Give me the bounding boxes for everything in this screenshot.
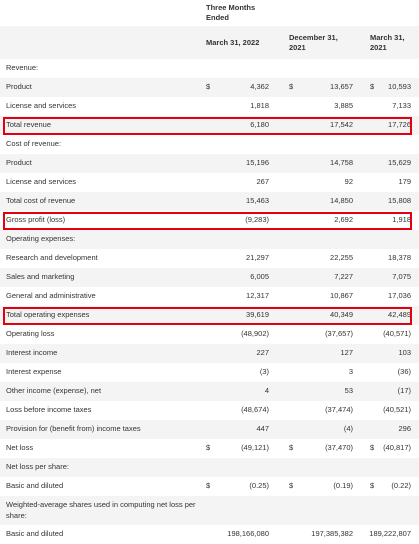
cell-value: 22,255 (330, 253, 353, 262)
cell-value: 92 (344, 177, 353, 186)
row-label: Basic and diluted (6, 529, 64, 538)
cell-value: 4 (264, 386, 269, 395)
cell-value: 17,542 (330, 120, 353, 129)
row-label: Total revenue (6, 120, 52, 129)
cell-value: 6,005 (250, 272, 269, 281)
cell-value: 17,036 (388, 291, 411, 300)
column-header-mar-2022: March 31, 2022 (206, 38, 260, 47)
cell-value: 10,867 (330, 291, 353, 300)
row-label: License and services (6, 101, 77, 110)
currency-symbol: $ (206, 443, 211, 452)
row-label: Sales and marketing (6, 272, 75, 281)
column-header-mar-2021: March 31, 2021 (370, 33, 405, 52)
currency-symbol: $ (289, 481, 294, 490)
table-row (0, 325, 419, 344)
cell-value: (37,657) (325, 329, 353, 338)
row-label: Net loss (6, 443, 34, 452)
cell-value: 40,349 (330, 310, 353, 319)
cell-value: 1,818 (250, 101, 269, 110)
table-row (0, 306, 419, 325)
cell-value: (9,283) (245, 215, 269, 224)
table-row (0, 458, 419, 477)
cell-value: 189,222,807 (369, 529, 411, 538)
cell-value: 10,593 (388, 82, 411, 91)
table-row (0, 439, 419, 458)
cell-value: (0.25) (249, 481, 269, 490)
row-label: Gross profit (loss) (6, 215, 66, 224)
cell-value: 15,196 (246, 158, 269, 167)
table-row (0, 97, 419, 116)
period-header: Three Months Ended (206, 3, 256, 22)
cell-value: 15,629 (388, 158, 411, 167)
cell-value: 267 (256, 177, 269, 186)
cell-value: 179 (398, 177, 411, 186)
row-label: Cost of revenue: (6, 139, 62, 148)
row-label: Operating loss (6, 329, 55, 338)
table-row (0, 192, 419, 211)
cell-value: 12,317 (246, 291, 269, 300)
row-label: Product (6, 82, 32, 91)
cell-value: (37,470) (325, 443, 353, 452)
cell-value: 3 (348, 367, 353, 376)
currency-symbol: $ (370, 443, 375, 452)
cell-value: 42,489 (388, 310, 411, 319)
cell-value: 13,657 (330, 82, 353, 91)
cell-value: 15,463 (246, 196, 269, 205)
row-label: Provision for (benefit from) income taxes (6, 424, 141, 433)
cell-value: 103 (398, 348, 411, 357)
cell-value: (17) (397, 386, 411, 395)
cell-value: 198,166,080 (227, 529, 269, 538)
cell-value: 296 (398, 424, 411, 433)
table-row (0, 230, 419, 249)
row-label: Interest expense (6, 367, 62, 376)
cell-value: 21,297 (246, 253, 269, 262)
row-label: Interest income (6, 348, 58, 357)
table-row (0, 382, 419, 401)
cell-value: 39,619 (246, 310, 269, 319)
table-row (0, 477, 419, 496)
row-label: Operating expenses: (6, 234, 76, 243)
table-row (0, 78, 419, 97)
row-label: Product (6, 158, 32, 167)
currency-symbol: $ (206, 481, 211, 490)
cell-value: 15,808 (388, 196, 411, 205)
cell-value: 447 (256, 424, 269, 433)
cell-value: (3) (259, 367, 269, 376)
cell-value: (40,571) (383, 329, 411, 338)
row-label: Total cost of revenue (6, 196, 76, 205)
row-label: License and services (6, 177, 77, 186)
cell-value: (48,902) (241, 329, 269, 338)
table-row (0, 173, 419, 192)
cell-value: (36) (397, 367, 411, 376)
cell-value: 1,918 (392, 215, 411, 224)
table-row (0, 420, 419, 439)
table-row (0, 211, 419, 230)
row-label: Basic and diluted (6, 481, 64, 490)
row-label: Revenue: (6, 63, 39, 72)
cell-value: (4) (343, 424, 353, 433)
table-row (0, 401, 419, 420)
currency-symbol: $ (289, 82, 294, 91)
table-row (0, 135, 419, 154)
cell-value: 197,385,382 (311, 529, 353, 538)
table-row (0, 268, 419, 287)
cell-value: 7,227 (334, 272, 353, 281)
cell-value: (49,121) (241, 443, 269, 452)
cell-value: 14,850 (330, 196, 353, 205)
row-label: Net loss per share: (6, 462, 69, 471)
column-header-dec-2021: December 31, 2021 (289, 33, 338, 52)
cell-value: (40,817) (383, 443, 411, 452)
table-row (0, 249, 419, 268)
cell-value: 14,758 (330, 158, 353, 167)
cell-value: (0.22) (391, 481, 411, 490)
row-label: Weighted-average shares used in computing net loss per share: (6, 500, 196, 520)
table-row (0, 344, 419, 363)
row-label: Loss before income taxes (6, 405, 92, 414)
cell-value: 4,362 (250, 82, 269, 91)
row-label: Research and development (6, 253, 98, 262)
row-label: Total operating expenses (6, 310, 90, 319)
table-row (0, 287, 419, 306)
row-label: General and administrative (6, 291, 96, 300)
cell-value: (0.19) (333, 481, 353, 490)
currency-symbol: $ (370, 82, 375, 91)
currency-symbol: $ (289, 443, 294, 452)
table-row (0, 363, 419, 382)
table-row (0, 154, 419, 173)
table-row (0, 116, 419, 135)
cell-value: 18,378 (388, 253, 411, 262)
cell-value: 7,133 (392, 101, 411, 110)
cell-value: 7,075 (392, 272, 411, 281)
cell-value: 127 (340, 348, 353, 357)
cell-value: 17,726 (388, 120, 411, 129)
cell-value: 2,692 (334, 215, 353, 224)
cell-value: (40,521) (383, 405, 411, 414)
table-row (0, 525, 419, 544)
cell-value: 53 (344, 386, 353, 395)
currency-symbol: $ (206, 82, 211, 91)
cell-value: 3,885 (334, 101, 353, 110)
cell-value: (37,474) (325, 405, 353, 414)
column-header-band (0, 26, 419, 59)
row-label: Other income (expense), net (6, 386, 102, 395)
cell-value: 6,180 (250, 120, 269, 129)
cell-value: (48,674) (241, 405, 269, 414)
table-row (0, 59, 419, 78)
currency-symbol: $ (370, 481, 375, 490)
table-row (0, 496, 419, 525)
cell-value: 227 (256, 348, 269, 357)
